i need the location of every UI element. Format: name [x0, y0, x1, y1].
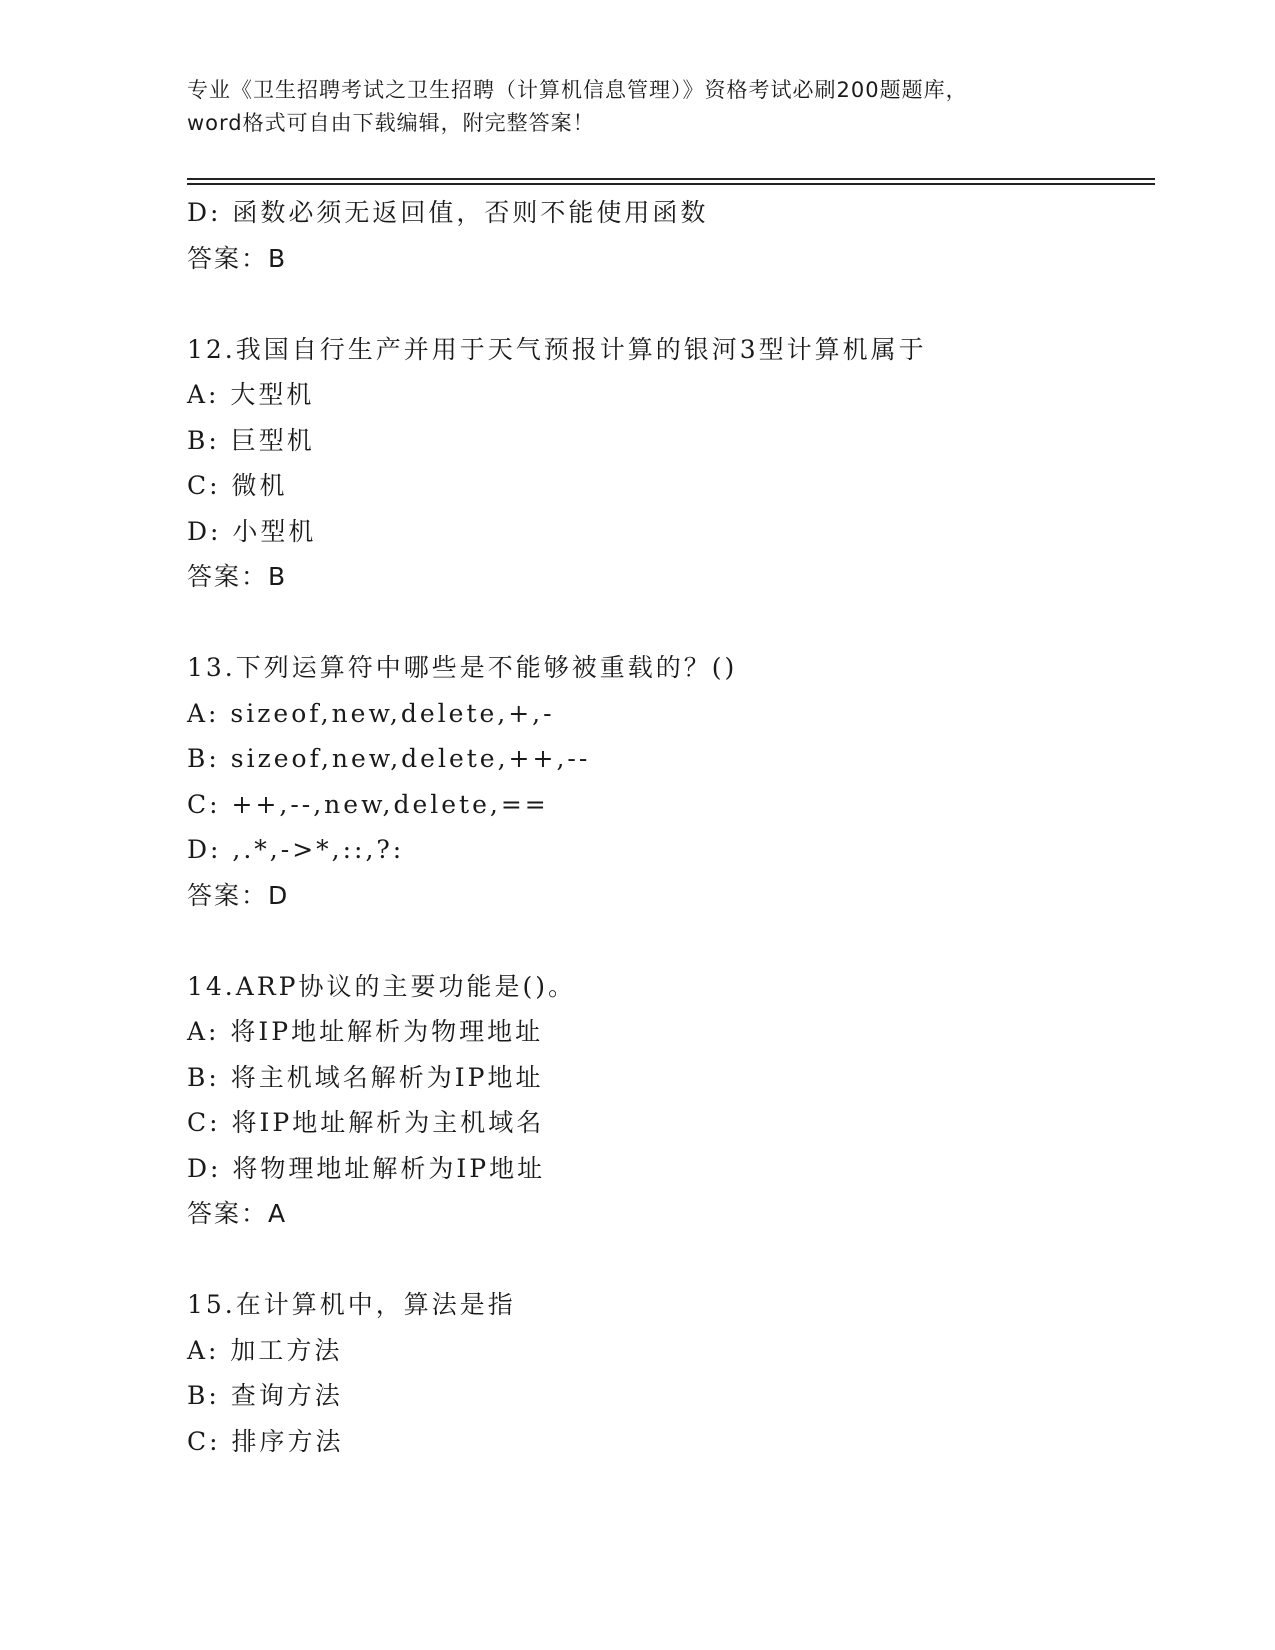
question-content [187, 190, 1155, 1464]
option-c: C: 排序方法 [187, 1426, 344, 1456]
question-12 [187, 327, 1155, 600]
question-11-fragment [187, 190, 1155, 281]
option-b: B: 巨型机 [187, 425, 315, 455]
option-b: B: 将主机域名解析为IP地址 [187, 1062, 544, 1092]
document-header [187, 74, 1087, 140]
question-stem: 15.在计算机中，算法是指 [187, 1290, 516, 1319]
spacer [187, 281, 1155, 327]
question-14 [187, 964, 1155, 1237]
option-a: A: 大型机 [187, 380, 315, 409]
option-c: C: 微机 [187, 471, 288, 500]
question-15 [187, 1282, 1155, 1464]
option-d: D: ,.*,->*,::,?: [187, 835, 405, 864]
option-d: D: 将物理地址解析为IP地址 [187, 1153, 546, 1183]
question-stem: 14.ARP协议的主要功能是()。 [187, 971, 576, 1001]
option-a: A: sizeof,new,delete,+,- [187, 698, 555, 728]
header-title-line-1: 专业《卫生招聘考试之卫生招聘（计算机信息管理）》资格考试必刷200题题库， [187, 78, 968, 102]
option-c: C: ++,--,new,delete,== [187, 789, 549, 819]
answer-line: 答案：B [187, 243, 288, 273]
option-b: B: sizeof,new,delete,++,-- [187, 744, 591, 773]
option-d: D: 函数必须无返回值，否则不能使用函数 [187, 198, 709, 227]
question-stem: 12.我国自行生产并用于天气预报计算的银河3型计算机属于 [187, 334, 927, 364]
spacer [187, 918, 1155, 964]
option-c: C: 将IP地址解析为主机域名 [187, 1108, 545, 1137]
option-b: B: 查询方法 [187, 1381, 343, 1410]
answer-line: 答案：D [187, 880, 290, 910]
answer-line: 答案：A [187, 1199, 288, 1228]
option-a: A: 将IP地址解析为物理地址 [187, 1017, 544, 1046]
header-title-line-2: word格式可自由下载编辑，附完整答案！ [187, 111, 595, 135]
answer-line: 答案：B [187, 562, 288, 591]
option-a: A: 加工方法 [187, 1335, 343, 1365]
spacer [187, 600, 1155, 646]
spacer [187, 1237, 1155, 1283]
question-13 [187, 645, 1155, 918]
option-d: D: 小型机 [187, 516, 317, 546]
header-divider-top [187, 178, 1155, 180]
header-divider-bottom [187, 183, 1155, 185]
question-stem: 13.下列运算符中哪些是不能够被重载的？() [187, 653, 738, 682]
